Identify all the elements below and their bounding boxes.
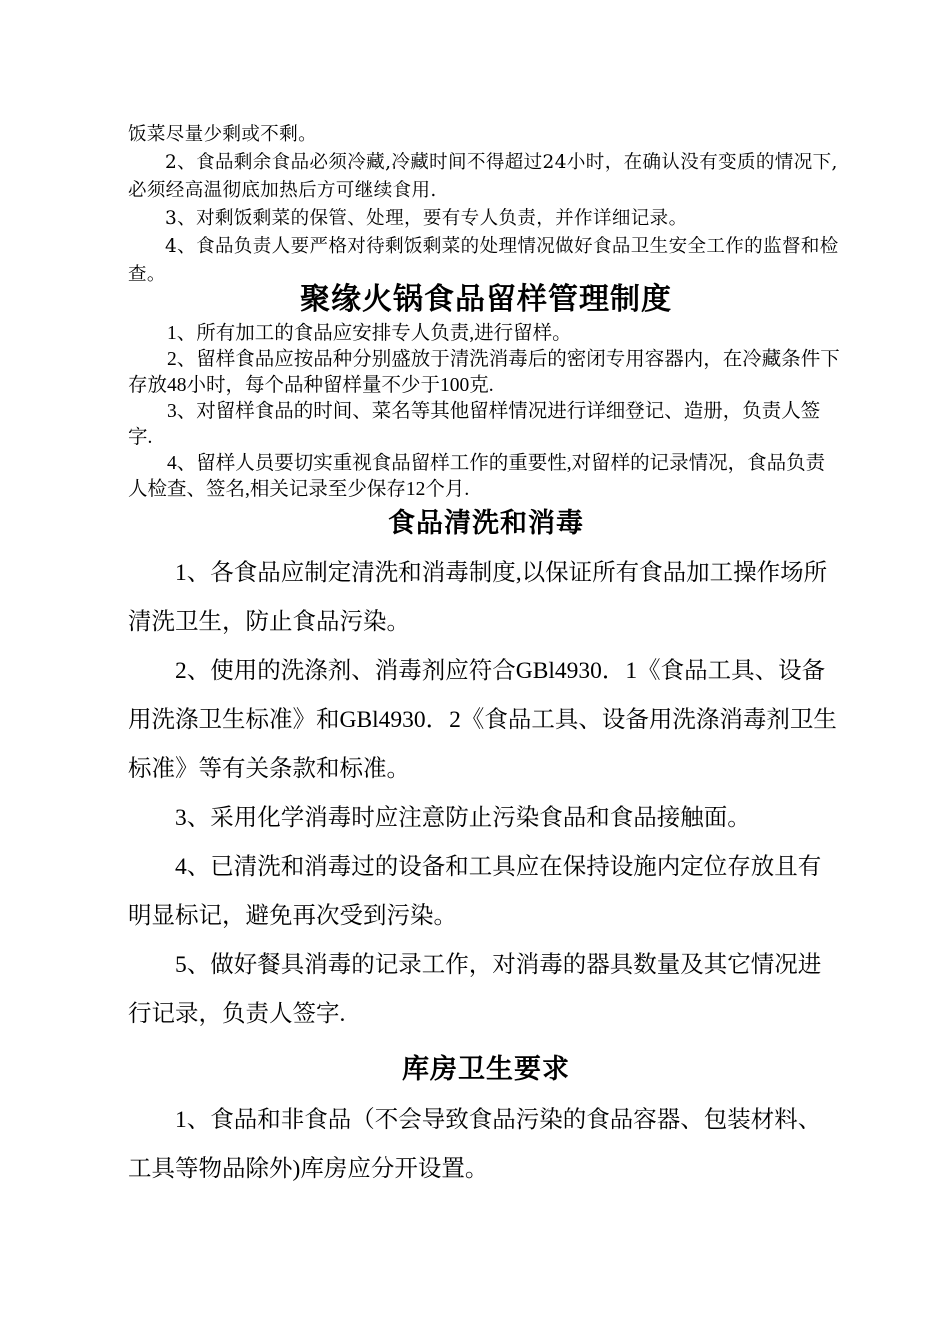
paragraph: 1、各食品应制定清洗和消毒制度,以保证所有食品加工操作场所清洗卫生，防止食品污染。	[128, 560, 828, 635]
paragraph: 1、所有加工的食品应安排专人负责,进行留样。	[167, 323, 572, 344]
paragraph: 4、留样人员要切实重视食品留样工作的重要性,对留样的记录情况，食品负责人检查、签名,相关记录至少保存12个月.	[128, 453, 826, 500]
paragraph: 4、已清洗和消毒过的设备和工具应在保持设施内定位存放且有明显标记，避免再次受到污染。	[128, 854, 822, 929]
paragraph: 2、留样食品应按品种分别盛放于清洗消毒后的密闭专用容器内，在冷藏条件下存放48小时，每个品种留样量不少于100克.	[128, 349, 840, 396]
cleaning-disinfection-title: 食品清洗和消毒	[388, 508, 584, 539]
paragraph: 1、食品和非食品（不会导致食品污染的食品容器、包装材料、工具等物品除外)库房应分开设置。	[128, 1107, 822, 1182]
paragraph: 4、食品负责人要严格对待剩饭剩菜的处理情况做好食品卫生安全工作的监督和检查。	[128, 236, 839, 285]
food-sample-policy-title: 聚缘火锅食品留样管理制度	[300, 282, 672, 317]
food-sample-policy-section	[128, 321, 844, 503]
leftover-food-section	[128, 121, 844, 289]
paragraph: 饭菜尽量少剩或不剩。	[128, 124, 318, 145]
paragraph: 3、采用化学消毒时应注意防止污染食品和食品接触面。	[175, 805, 751, 831]
paragraph: 5、做好餐具消毒的记录工作，对消毒的器具数量及其它情况进行记录，负责人签字.	[128, 952, 822, 1027]
paragraph: 2、食品剩余食品必须冷藏,冷藏时间不得超过24小时，在确认没有变质的情况下,必须经高温彻底加热后方可继续食用.	[128, 152, 838, 201]
paragraph: 3、对留样食品的时间、菜名等其他留样情况进行详细登记、造册，负责人签字.	[128, 401, 821, 448]
paragraph: 3、对剩饭剩菜的保管、处理，要有专人负责，并作详细记录。	[165, 208, 688, 229]
storage-hygiene-title: 库房卫生要求	[402, 1054, 570, 1085]
storage-hygiene-section	[128, 1096, 844, 1194]
paragraph: 2、使用的洗涤剂、消毒剂应符合GBl4930．1《食品工具、设备用洗涤卫生标准》和GBl4930．2《食品工具、设备用洗涤消毒剂卫生标准》等有关条款和标准。	[128, 658, 837, 782]
cleaning-disinfection-section	[128, 549, 844, 1039]
